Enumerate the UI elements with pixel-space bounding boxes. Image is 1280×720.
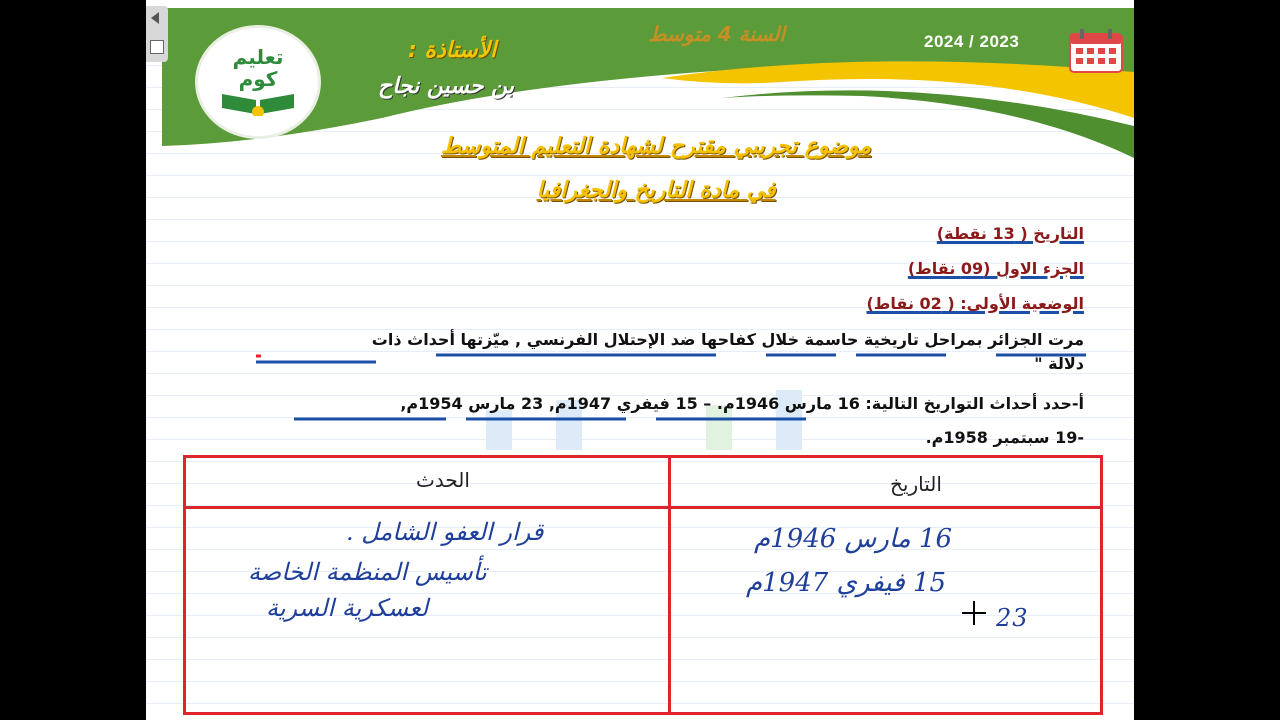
exam-subject: في مادة التاريخ والجغرافيا (536, 178, 776, 203)
class-level: السنة 4 متوسط (648, 22, 785, 46)
question-line1: أ-حدد أحداث التواريخ التالية: 16 مارس 1946م. – 15 فيفري 1947م, 23 مارس 1954م, (400, 394, 1084, 413)
teacher-name: بن حسين نجاح (378, 74, 515, 99)
section-history: التاريخ ( 13 نقطة) (936, 224, 1084, 243)
side-panel-toggle[interactable] (146, 6, 168, 62)
handwritten-event-1: قرار العفو الشامل . (346, 518, 544, 546)
exam-title: موضوع تجريبي مقترح لشهادة التعليم المتوسط (440, 134, 872, 159)
paragraph-line2: دلالة " (1034, 354, 1084, 373)
paragraph-line1: مرت الجزائر بمراحل تاريخية حاسمة خلال كفاحها ضد الإحتلال الفرنسي , ميّزتها أحداث ذات (371, 330, 1084, 349)
table-column-divider (668, 458, 671, 712)
site-logo (198, 28, 318, 136)
book-icon (220, 90, 296, 116)
header-event: الحدث (416, 468, 470, 492)
section-part-one: الجزء الاول (09 نقاط) (907, 259, 1084, 278)
handwritten-event-3: لعسكرية السرية (266, 594, 429, 622)
section-situation-one: الوضعية الأولى: ( 02 نقاط) (866, 294, 1084, 313)
collapse-arrow-icon[interactable] (151, 12, 159, 24)
logo-text-line2: كوم (238, 67, 278, 91)
question-line2: -19 سبتمبر 1958م. (925, 428, 1084, 447)
table-header-divider (186, 506, 1100, 509)
logo-text (198, 46, 318, 90)
header-date: التاريخ (890, 472, 942, 496)
page-thumbnail-icon (150, 40, 164, 54)
handwritten-date-1: 16 مارس 1946م (754, 524, 953, 554)
handwritten-date-2: 15 فيفري 1947م (746, 568, 947, 598)
logo-text-line1: تعليم (232, 45, 284, 69)
crosshair-cursor-icon (962, 601, 986, 625)
calendar-icon (1068, 28, 1124, 74)
question-a (244, 392, 1084, 450)
answer-table (183, 455, 1103, 715)
handwritten-event-2: تأسيس المنظمة الخاصة (248, 558, 487, 586)
school-year: 2024 / 2023 (924, 32, 1020, 51)
handwritten-date-3: 23 (996, 604, 1029, 632)
teacher-title: الأستاذة : (408, 38, 497, 63)
